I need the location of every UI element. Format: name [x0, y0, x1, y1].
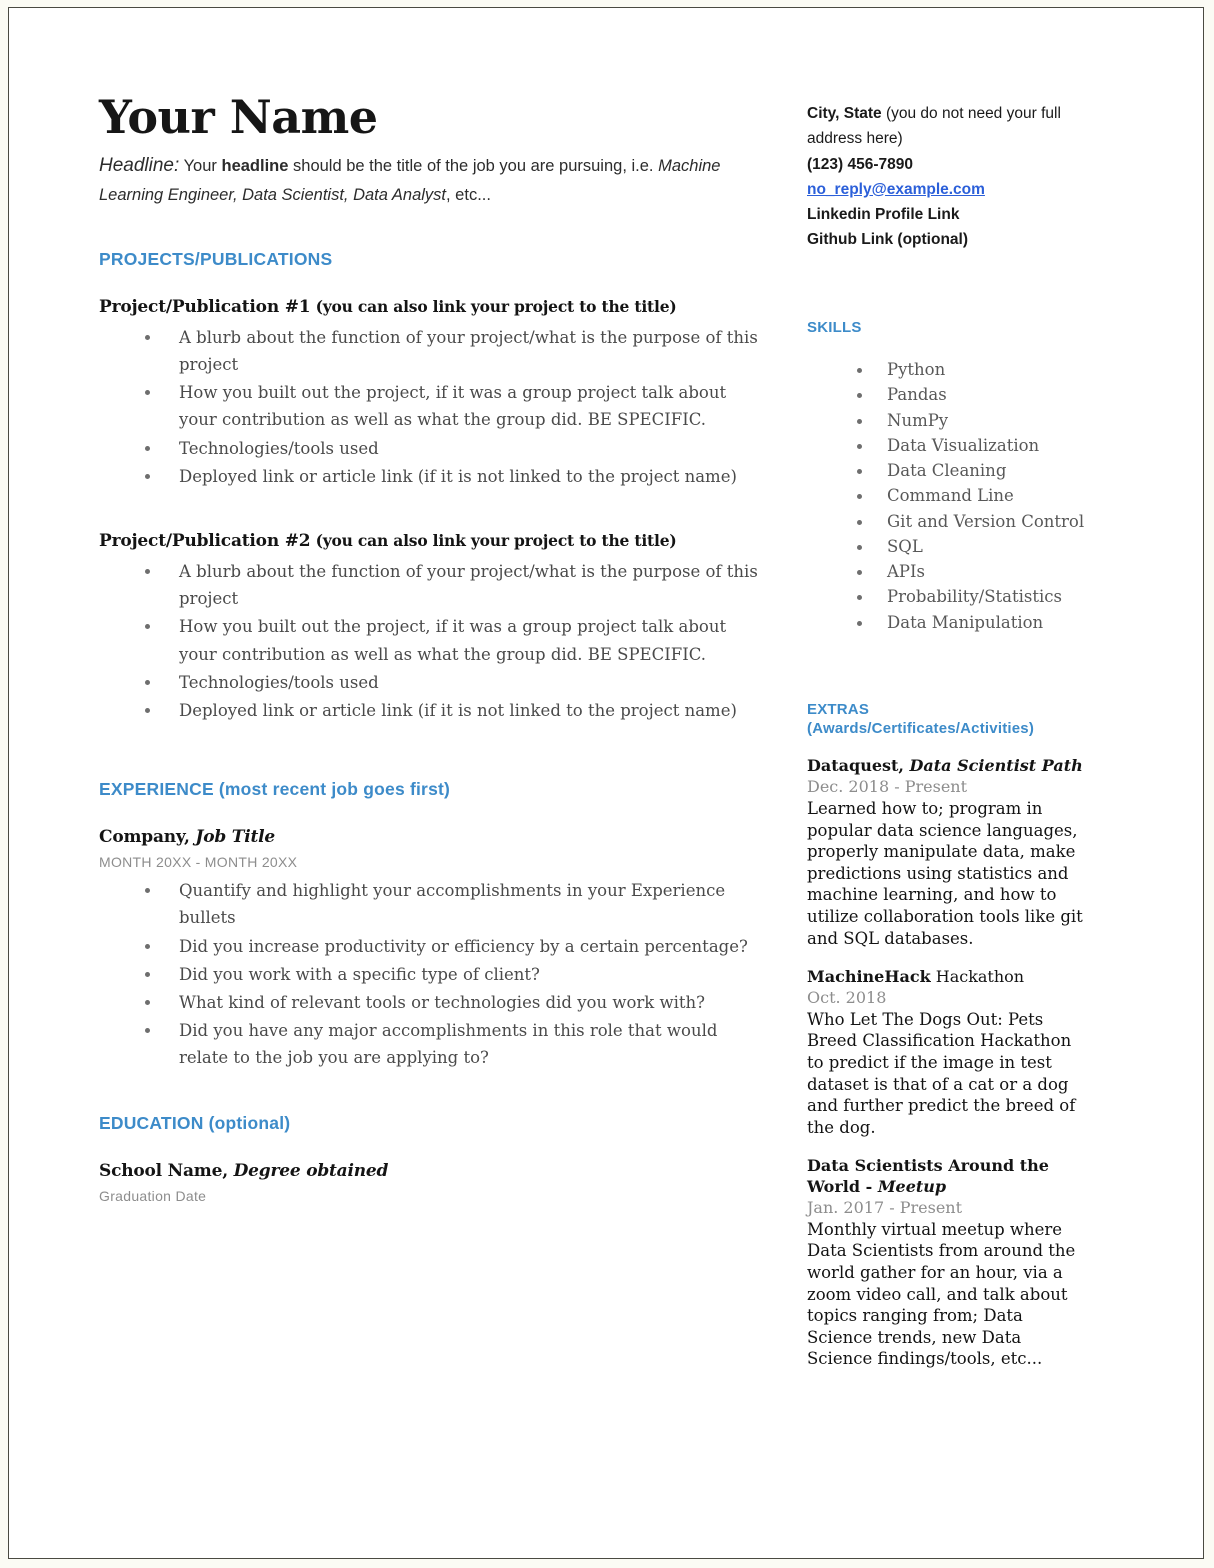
contact-block	[807, 101, 1089, 253]
section-heading-experience: EXPERIENCE (most recent job goes first)	[99, 779, 451, 800]
section-heading-projects: PROJECTS/PUBLICATIONS	[99, 248, 333, 269]
extras-heading-main: EXTRAS	[807, 700, 870, 718]
resume-page	[8, 7, 1204, 1559]
list-item: SQL	[807, 534, 1089, 559]
headline-label: Headline:	[99, 155, 180, 177]
experience-company: Company,	[99, 827, 190, 848]
experience-job-title: Job Title	[195, 827, 276, 848]
left-column	[99, 90, 767, 1204]
project-1-title-bold[interactable]: Project/Publication #1	[99, 296, 311, 317]
extra-2-program: Hackathon	[930, 967, 1025, 987]
education-entry	[99, 1161, 767, 1204]
contact-city-note: (you do not need your full address here)	[807, 105, 1061, 148]
extra-1-title	[807, 756, 1089, 777]
extra-entry-dataquest	[807, 756, 1089, 949]
extra-2-title	[807, 967, 1089, 988]
headline-examples: Machine Learning Engineer, Data Scientist, Data Analyst	[99, 157, 721, 205]
list-item: Git and Version Control	[807, 509, 1089, 534]
headline-text	[99, 151, 767, 208]
list-item: Data Visualization	[807, 433, 1089, 458]
extra-entry-machinehack	[807, 967, 1089, 1138]
list-item: Command Line	[807, 483, 1089, 508]
extra-3-program: Meetup	[872, 1177, 947, 1197]
skills-list	[807, 357, 1089, 635]
extra-3-date: Jan. 2017 - Present	[807, 1198, 963, 1218]
extras-heading-sub: (Awards/Certificates/Activities)	[807, 719, 1035, 737]
list-item: What kind of relevant tools or technologies did you work with?	[99, 989, 767, 1016]
project-entry-2	[99, 531, 767, 724]
list-item: Did you have any major accomplishments in this role that would relate to the job you are applying to?	[99, 1017, 767, 1071]
extra-2-body: Who Let The Dogs Out: Pets Breed Classification Hackathon to predict if the image in test dataset is that of a cat or a dog and further predict the breed of the dog.	[807, 1009, 1076, 1137]
experience-dates: MONTH 20XX - MONTH 20XX	[99, 854, 298, 871]
extra-3-title	[807, 1156, 1089, 1198]
project-entry-1	[99, 297, 767, 490]
extra-1-org: Dataquest,	[807, 756, 904, 776]
list-item: Pandas	[807, 382, 1089, 407]
list-item: A blurb about the function of your project/what is the purpose of this project	[99, 558, 767, 612]
list-item: Data Cleaning	[807, 458, 1089, 483]
list-item: Python	[807, 357, 1089, 382]
extra-3-body: Monthly virtual meetup where Data Scientists from around the world gather for an hour, via a zoom video call, and talk about topics ranging from; Data Science trends, new Data Science findings/tools, etc...	[807, 1219, 1076, 1369]
project-1-title	[99, 297, 767, 317]
list-item: Did you work with a specific type of client?	[99, 961, 767, 988]
extra-1-body: Learned how to; program in popular data science languages, properly manipulate data, make predictions using statistics and machine learning, and how to utilize collaboration tools like git and SQL databases.	[807, 798, 1083, 948]
list-item: Deployed link or article link (if it is not linked to the project name)	[99, 463, 767, 490]
headline-bold-word: headline	[221, 157, 289, 176]
project-2-title-bold[interactable]: Project/Publication #2	[99, 530, 311, 551]
education-degree: Degree obtained	[233, 1160, 389, 1181]
contact-linkedin-link[interactable]: Linkedin Profile Link	[807, 206, 960, 223]
contact-email-link[interactable]: no_reply@example.com	[807, 180, 985, 198]
section-heading-skills: SKILLS	[807, 318, 862, 336]
education-school-title	[99, 1161, 767, 1181]
list-item: Probability/Statistics	[807, 584, 1089, 609]
contact-phone: (123) 456-7890	[807, 155, 913, 173]
experience-entry	[99, 827, 767, 1072]
education-graduation-date: Graduation Date	[99, 1187, 207, 1204]
list-item: A blurb about the function of your project/what is the purpose of this project	[99, 324, 767, 378]
section-heading-education: EDUCATION (optional)	[99, 1112, 291, 1133]
list-item: Quantify and highlight your accomplishments in your Experience bullets	[99, 877, 767, 931]
project-2-title	[99, 531, 767, 551]
extra-entry-meetup	[807, 1156, 1089, 1370]
list-item: Deployed link or article link (if it is not linked to the project name)	[99, 697, 767, 724]
headline-part1: Your	[179, 157, 222, 176]
project-2-bullets	[99, 558, 767, 724]
list-item: NumPy	[807, 408, 1089, 433]
resume-sheet	[9, 8, 1203, 1558]
education-school: School Name,	[99, 1160, 228, 1181]
experience-company-title	[99, 827, 767, 847]
contact-city-state: City, State	[807, 105, 882, 122]
project-1-title-note: (you can also link your project to the title)	[310, 296, 677, 316]
extra-2-date: Oct. 2018	[807, 987, 887, 1007]
list-item: Did you increase productivity or efficiency by a certain percentage?	[99, 933, 767, 960]
project-2-title-note: (you can also link your project to the title)	[310, 530, 677, 550]
headline-part3: , etc...	[446, 186, 491, 205]
project-1-bullets	[99, 324, 767, 490]
section-heading-extras	[807, 701, 1089, 739]
contact-github-link[interactable]: Github Link (optional)	[807, 231, 968, 249]
extra-1-date: Dec. 2018 - Present	[807, 777, 968, 797]
list-item: How you built out the project, if it was a group project talk about your contribution as well as what the group did. BE SPECIFIC.	[99, 379, 767, 433]
extra-2-org: MachineHack	[807, 967, 931, 987]
right-column	[807, 101, 1089, 1370]
list-item: Data Manipulation	[807, 610, 1089, 635]
list-item: Technologies/tools used	[99, 669, 767, 696]
list-item: Technologies/tools used	[99, 435, 767, 462]
extra-3-org: Data Scientists Around the World -	[807, 1156, 1049, 1197]
experience-bullets	[99, 877, 767, 1072]
list-item: APIs	[807, 559, 1089, 584]
page-title: Your Name	[99, 90, 378, 144]
headline-part2: should be the title of the job you are pursuing, i.e.	[288, 157, 659, 176]
extra-1-program: Data Scientist Path	[903, 756, 1083, 776]
list-item: How you built out the project, if it was a group project talk about your contribution as well as what the group did. BE SPECIFIC.	[99, 613, 767, 667]
